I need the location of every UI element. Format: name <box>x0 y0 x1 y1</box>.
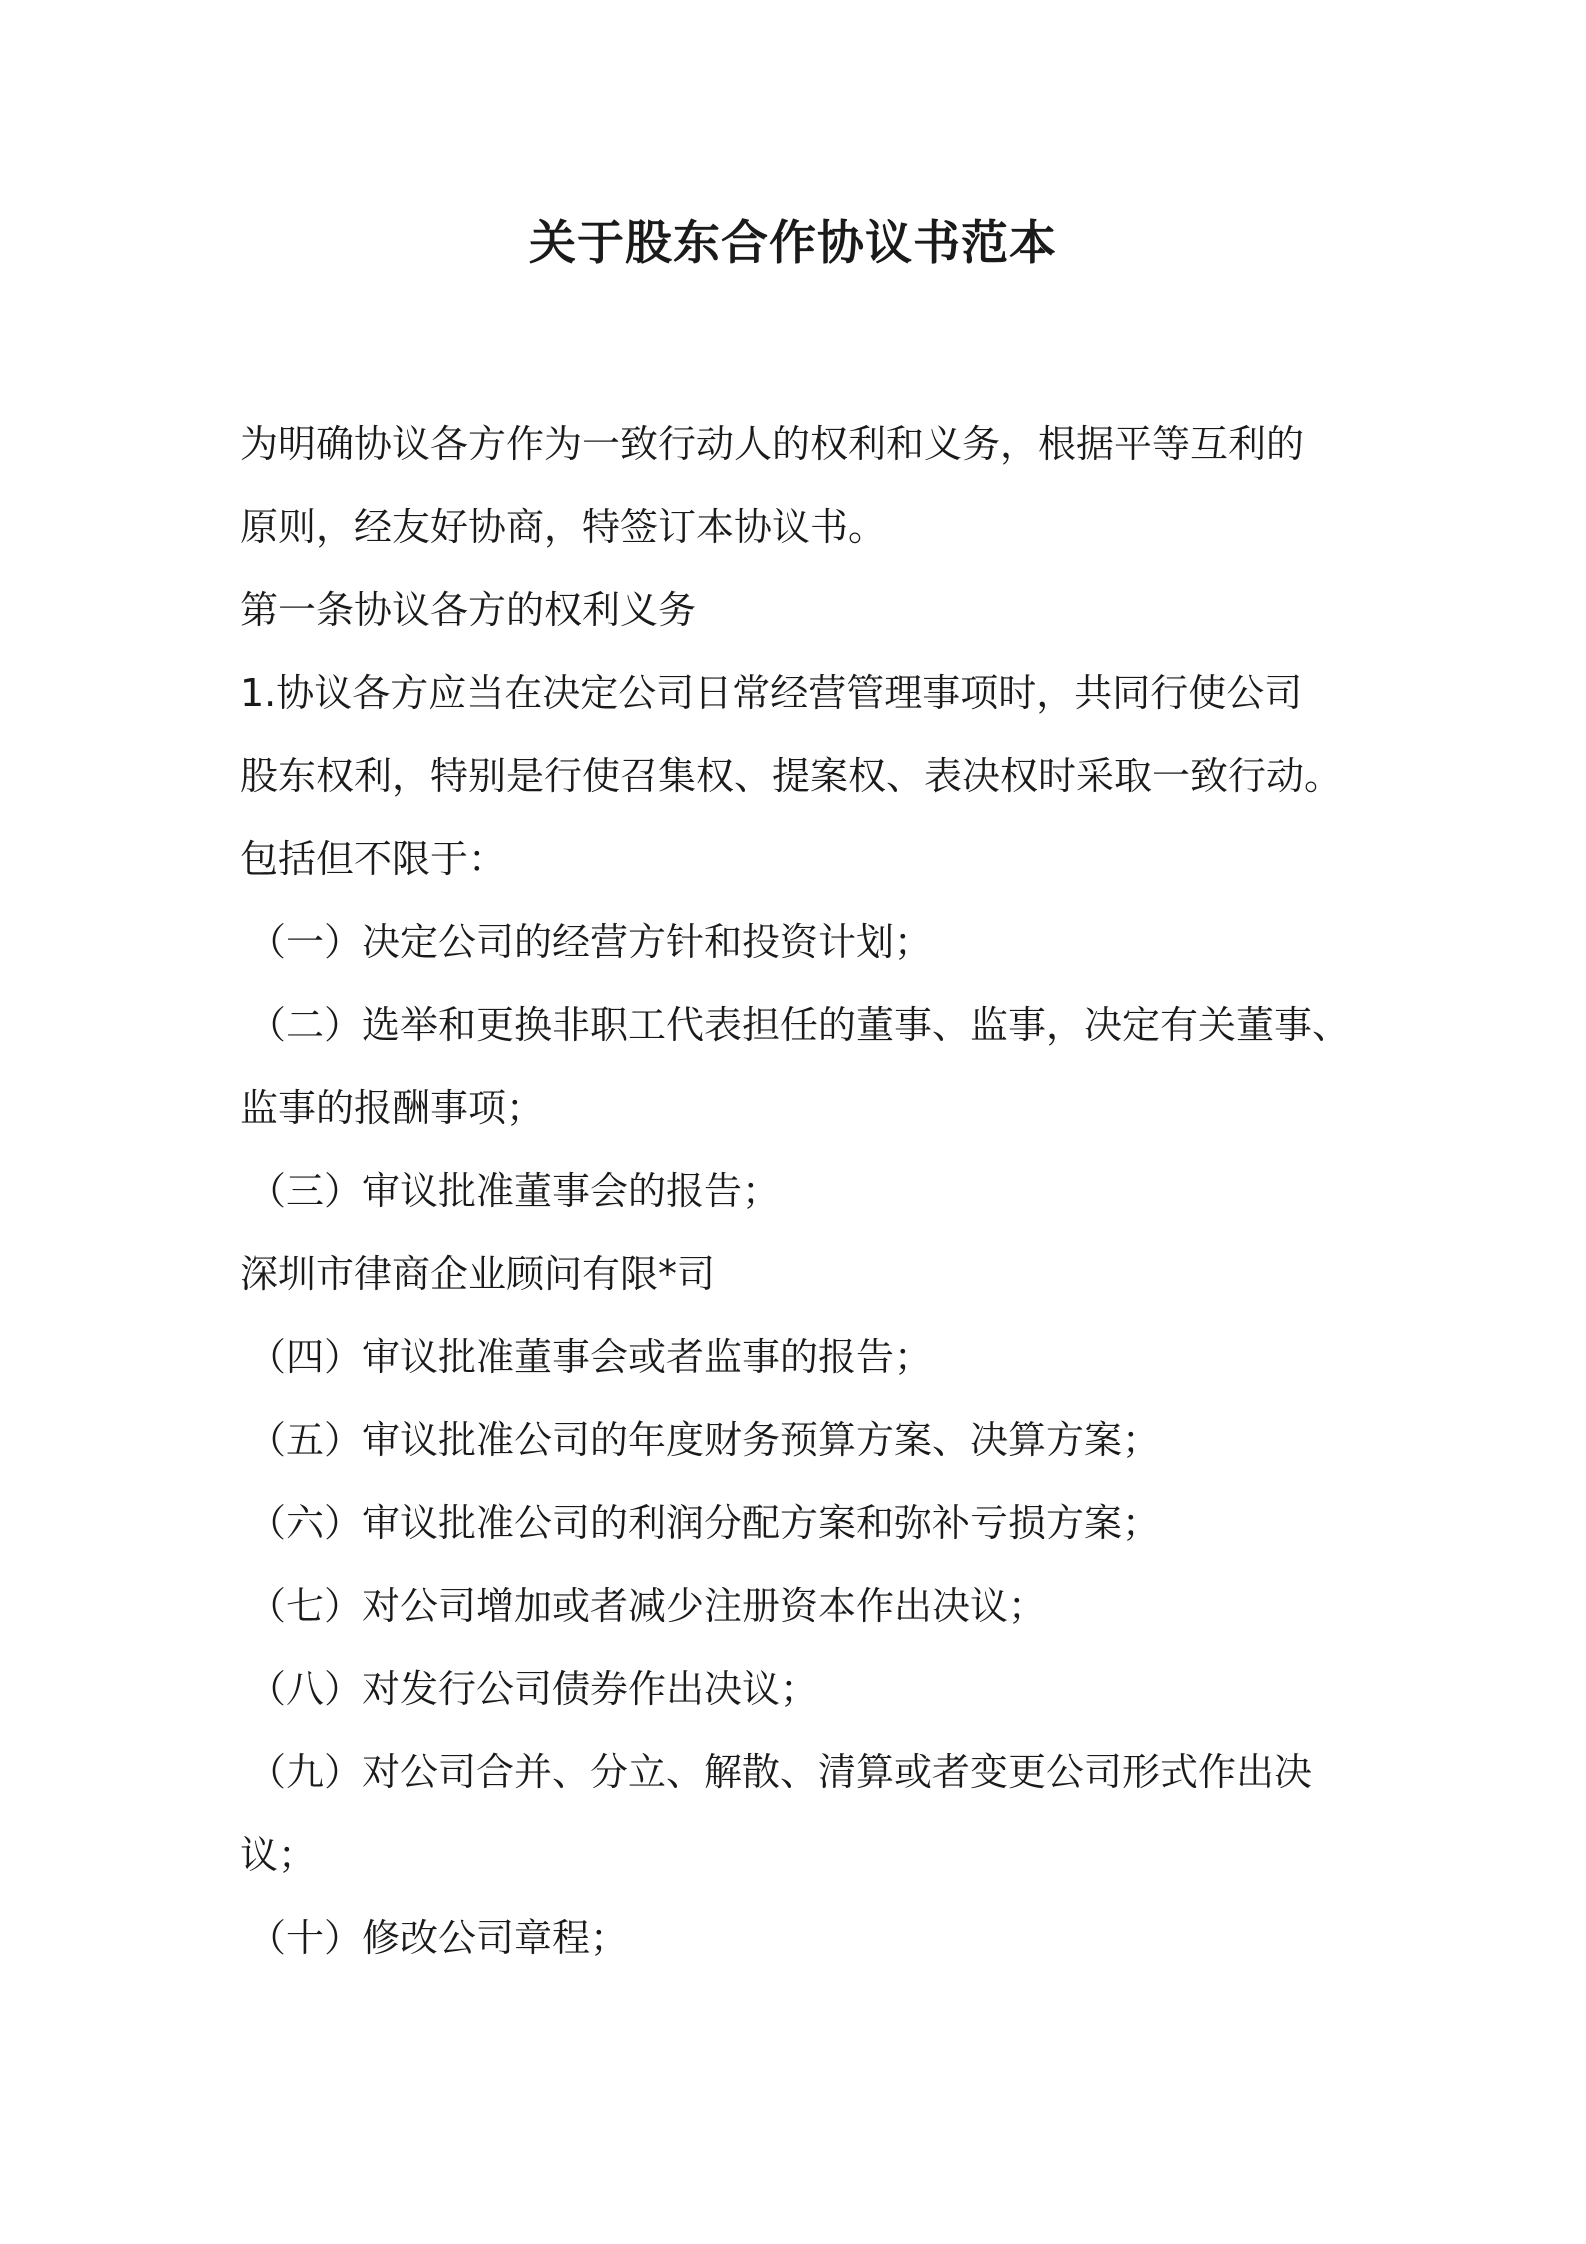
list-item: （二）选举和更换非职工代表担任的董事、监事，决定有关董事、 <box>248 1003 1351 1047</box>
list-item: （五）审议批准公司的年度财务预算方案、决算方案； <box>248 1418 1161 1462</box>
document-title: 关于股东合作协议书范本 <box>529 216 1057 271</box>
document-body <box>240 403 1360 1980</box>
list-item: （九）对公司合并、分立、解散、清算或者变更公司形式作出决 <box>248 1750 1313 1794</box>
list-item: （六）审议批准公司的利润分配方案和弥补亏损方案； <box>248 1501 1161 1545</box>
list-item-continuation: 议； <box>240 1833 317 1877</box>
list-item: （四）审议批准董事会或者监事的报告； <box>248 1335 933 1379</box>
list-item: （七）对公司增加或者减少注册资本作出决议； <box>248 1584 1047 1628</box>
paragraph-line: 包括但不限于： <box>240 837 507 881</box>
list-item: （三）审议批准董事会的报告； <box>248 1169 781 1213</box>
paragraph-line: 为明确协议各方作为一致行动人的权利和义务，根据平等互利的 <box>240 422 1305 466</box>
paragraph-line: 股东权利，特别是行使召集权、提案权、表决权时采取一致行动。 <box>240 754 1343 798</box>
paragraph-line: 原则，经友好协商，特签订本协议书。 <box>240 505 887 549</box>
list-item: （一）决定公司的经营方针和投资计划； <box>248 920 933 964</box>
company-name-line: 深圳市律商企业顾问有限*司 <box>240 1252 716 1296</box>
list-item-continuation: 监事的报酬事项； <box>240 1086 545 1130</box>
paragraph-line: 1.协议各方应当在决定公司日常经营管理事项时，共同行使公司 <box>240 671 1303 715</box>
article-heading: 第一条协议各方的权利义务 <box>240 588 697 632</box>
list-item: （八）对发行公司债券作出决议； <box>248 1667 819 1711</box>
list-item: （十）修改公司章程； <box>248 1916 629 1960</box>
